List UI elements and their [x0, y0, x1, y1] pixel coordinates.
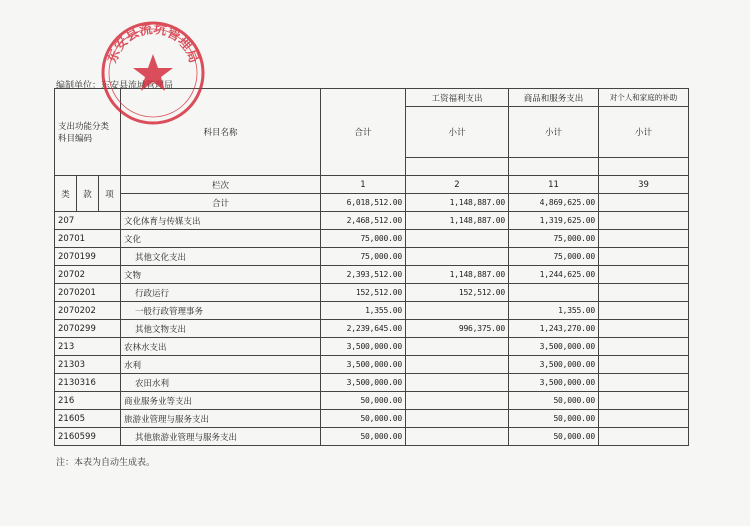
xiang-header: 项 — [99, 176, 121, 212]
row-wage: 996,375.00 — [406, 320, 509, 338]
row-personal — [599, 248, 689, 266]
row-name: 农田水利 — [121, 374, 321, 392]
col-personal-no: 39 — [599, 176, 689, 194]
row-name: 农林水支出 — [121, 338, 321, 356]
personal-subtotal-header: 小计 — [599, 107, 689, 158]
row-name: 文化 — [121, 230, 321, 248]
row-wage — [406, 248, 509, 266]
col-goods-no: 11 — [509, 176, 599, 194]
col-wage-no: 2 — [406, 176, 509, 194]
row-goods: 3,500,000.00 — [509, 356, 599, 374]
row-name: 其他文化支出 — [121, 248, 321, 266]
row-personal — [599, 302, 689, 320]
row-goods: 1,243,270.00 — [509, 320, 599, 338]
row-wage — [406, 338, 509, 356]
sum-personal — [599, 194, 689, 212]
row-wage: 1,148,887.00 — [406, 212, 509, 230]
row-wage — [406, 392, 509, 410]
row-personal — [599, 410, 689, 428]
row-wage: 1,148,887.00 — [406, 266, 509, 284]
wage-header: 工资福利支出 — [406, 89, 509, 107]
row-name: 行政运行 — [121, 284, 321, 302]
row-wage — [406, 374, 509, 392]
row-code: 207 — [55, 212, 121, 230]
row-wage — [406, 410, 509, 428]
row-personal — [599, 320, 689, 338]
table-row — [55, 284, 689, 302]
sum-goods: 4,869,625.00 — [509, 194, 599, 212]
row-total: 3,500,000.00 — [321, 338, 406, 356]
row-total: 1,355.00 — [321, 302, 406, 320]
row-goods: 3,500,000.00 — [509, 374, 599, 392]
row-total: 75,000.00 — [321, 230, 406, 248]
table-row — [55, 392, 689, 410]
row-personal — [599, 374, 689, 392]
row-code: 21605 — [55, 410, 121, 428]
table-row — [55, 410, 689, 428]
row-goods: 1,355.00 — [509, 302, 599, 320]
row-code: 2070199 — [55, 248, 121, 266]
row-personal — [599, 212, 689, 230]
row-total: 75,000.00 — [321, 248, 406, 266]
row-wage — [406, 428, 509, 446]
row-personal — [599, 428, 689, 446]
row-code: 2070202 — [55, 302, 121, 320]
wage-blank — [406, 158, 509, 176]
table-row — [55, 356, 689, 374]
table-row — [55, 302, 689, 320]
row-total: 2,239,645.00 — [321, 320, 406, 338]
row-personal — [599, 266, 689, 284]
table-row — [55, 320, 689, 338]
kuan-header: 款 — [77, 176, 99, 212]
total-header: 合计 — [321, 89, 406, 176]
row-wage — [406, 356, 509, 374]
row-total: 50,000.00 — [321, 392, 406, 410]
row-code: 2160599 — [55, 428, 121, 446]
table-note: 注：本表为自动生成表。 — [56, 458, 156, 468]
row-code: 2130316 — [55, 374, 121, 392]
row-goods: 75,000.00 — [509, 248, 599, 266]
row-goods — [509, 284, 599, 302]
row-goods: 50,000.00 — [509, 410, 599, 428]
row-code: 213 — [55, 338, 121, 356]
table-row — [55, 230, 689, 248]
personal-header: 对个人和家庭的补助 — [599, 89, 689, 107]
row-code: 216 — [55, 392, 121, 410]
row-total: 2,393,512.00 — [321, 266, 406, 284]
row-wage: 152,512.00 — [406, 284, 509, 302]
row-personal — [599, 338, 689, 356]
table-row — [55, 248, 689, 266]
code-group-header: 支出功能分类科目编码 — [55, 89, 121, 176]
row-total: 50,000.00 — [321, 428, 406, 446]
sum-label: 合计 — [121, 194, 321, 212]
row-name: 旅游业管理与服务支出 — [121, 410, 321, 428]
row-code: 20701 — [55, 230, 121, 248]
row-name: 一般行政管理事务 — [121, 302, 321, 320]
goods-blank — [509, 158, 599, 176]
row-personal — [599, 284, 689, 302]
row-personal — [599, 392, 689, 410]
row-name: 水利 — [121, 356, 321, 374]
personal-blank — [599, 158, 689, 176]
sum-total: 6,018,512.00 — [321, 194, 406, 212]
row-goods: 1,319,625.00 — [509, 212, 599, 230]
goods-header: 商品和服务支出 — [509, 89, 599, 107]
row-goods: 1,244,625.00 — [509, 266, 599, 284]
row-name: 其他文物支出 — [121, 320, 321, 338]
row-name: 商业服务业等支出 — [121, 392, 321, 410]
expenditure-table — [54, 88, 689, 446]
col-total-no: 1 — [321, 176, 406, 194]
row-goods: 3,500,000.00 — [509, 338, 599, 356]
official-seal-icon — [98, 18, 208, 128]
row-total: 2,468,512.00 — [321, 212, 406, 230]
table-row — [55, 374, 689, 392]
row-code: 2070299 — [55, 320, 121, 338]
row-name: 其他旅游业管理与服务支出 — [121, 428, 321, 446]
row-name: 文物 — [121, 266, 321, 284]
sum-wage: 1,148,887.00 — [406, 194, 509, 212]
table-row — [55, 266, 689, 284]
row-total: 3,500,000.00 — [321, 356, 406, 374]
row-goods: 50,000.00 — [509, 392, 599, 410]
row-wage — [406, 302, 509, 320]
row-total: 152,512.00 — [321, 284, 406, 302]
row-total: 50,000.00 — [321, 410, 406, 428]
row-wage — [406, 230, 509, 248]
row-code: 2070201 — [55, 284, 121, 302]
name-header: 科目名称 — [121, 89, 321, 176]
row-name: 文化体育与传媒支出 — [121, 212, 321, 230]
unit-name: 东安县流域管理局 — [101, 81, 174, 91]
wage-subtotal-header: 小计 — [406, 107, 509, 158]
row-code: 21303 — [55, 356, 121, 374]
lei-header: 类 — [55, 176, 77, 212]
row-personal — [599, 356, 689, 374]
table-row — [55, 212, 689, 230]
row-goods: 75,000.00 — [509, 230, 599, 248]
table-row — [55, 428, 689, 446]
goods-subtotal-header: 小计 — [509, 107, 599, 158]
row-personal — [599, 230, 689, 248]
seal-text: 东安县流坑管理局 — [104, 21, 202, 66]
row-code: 20702 — [55, 266, 121, 284]
table-row — [55, 338, 689, 356]
lanci-label: 栏次 — [121, 176, 321, 194]
row-goods: 50,000.00 — [509, 428, 599, 446]
row-total: 3,500,000.00 — [321, 374, 406, 392]
unit-label: 编制单位： — [56, 81, 102, 91]
